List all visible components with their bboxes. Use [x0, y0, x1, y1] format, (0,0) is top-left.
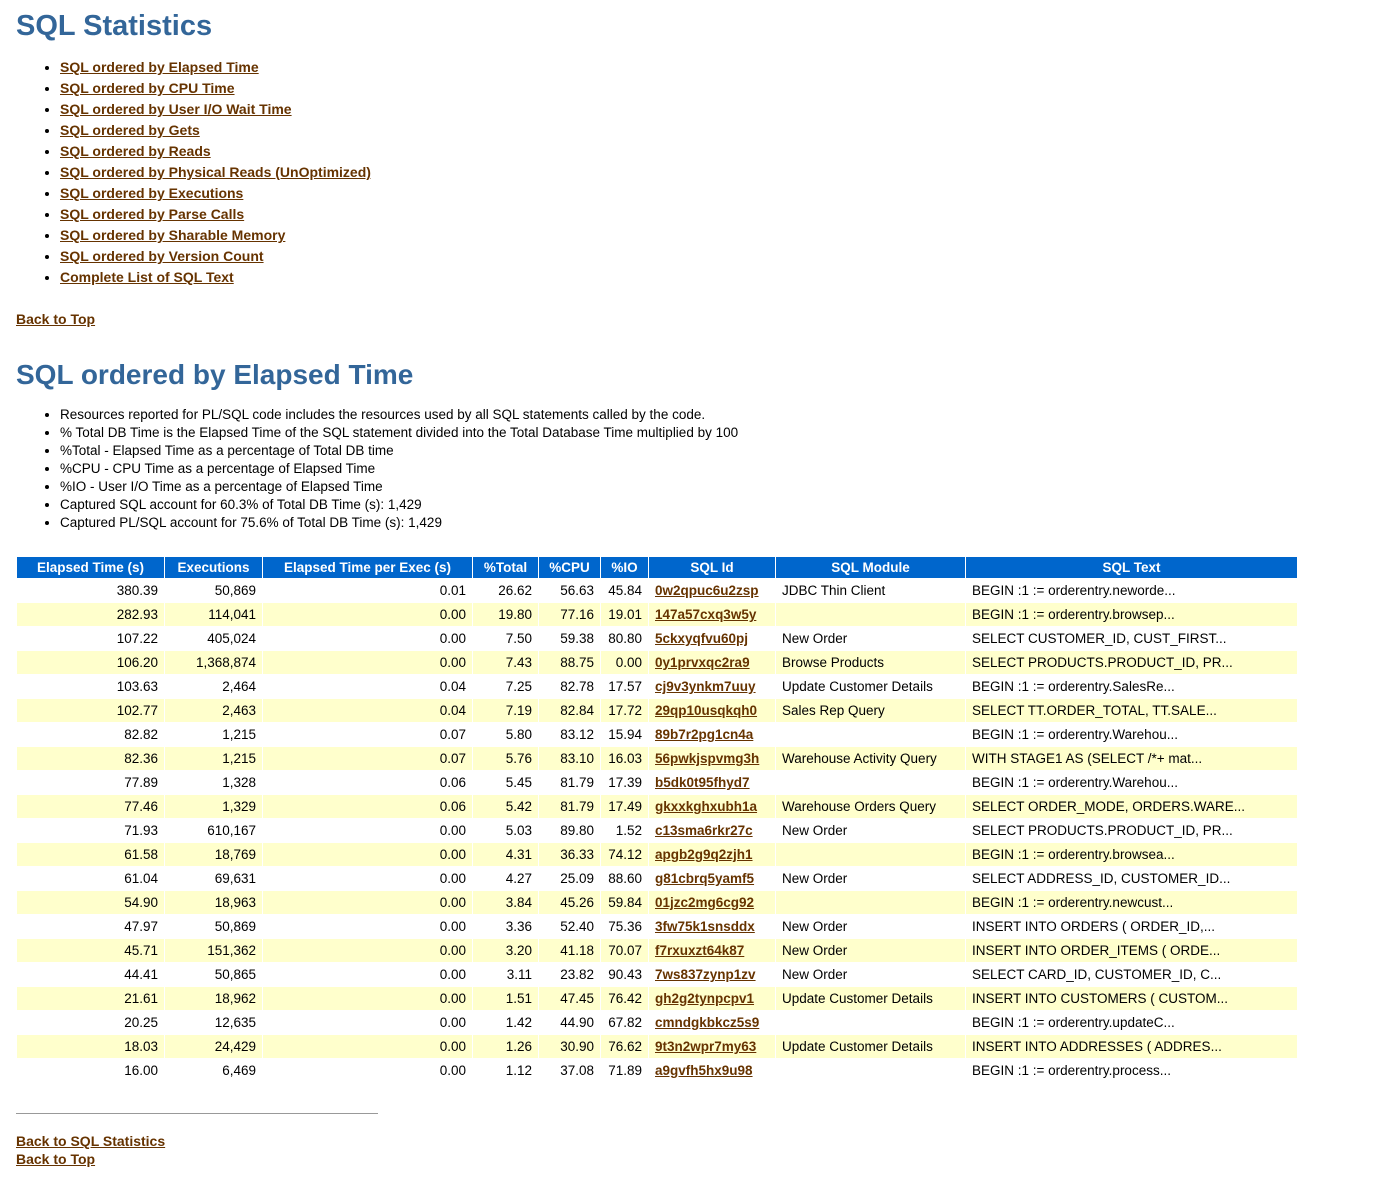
- elapsed-per-exec-cell: 0.07: [263, 747, 473, 771]
- pct-io-cell: 90.43: [601, 963, 649, 987]
- executions-cell: 2,463: [165, 699, 263, 723]
- column-header: SQL Id: [649, 557, 776, 579]
- table-row: [17, 795, 1298, 819]
- elapsed-per-exec-cell: 0.00: [263, 867, 473, 891]
- table-row: [17, 819, 1298, 843]
- pct-total-cell: 4.31: [473, 843, 539, 867]
- table-row: [17, 963, 1298, 987]
- sql-id-cell: [649, 627, 776, 651]
- sql-module-cell: [776, 723, 966, 747]
- elapsed-per-exec-cell: 0.00: [263, 1035, 473, 1059]
- sql-id-cell: [649, 1011, 776, 1035]
- pct-io-cell: 15.94: [601, 723, 649, 747]
- toc-link[interactable]: SQL ordered by Gets: [60, 122, 200, 138]
- sql-id-cell: [649, 819, 776, 843]
- elapsed-per-exec-cell: 0.00: [263, 1059, 473, 1083]
- pct-cpu-cell: 45.26: [539, 891, 601, 915]
- pct-cpu-cell: 81.79: [539, 771, 601, 795]
- executions-cell: 50,865: [165, 963, 263, 987]
- pct-total-cell: 3.84: [473, 891, 539, 915]
- toc-item: [60, 248, 1363, 266]
- toc-item: [60, 101, 1363, 119]
- sql-module-cell: Update Customer Details: [776, 1035, 966, 1059]
- executions-cell: 50,869: [165, 915, 263, 939]
- pct-cpu-cell: 37.08: [539, 1059, 601, 1083]
- pct-io-cell: 17.72: [601, 699, 649, 723]
- pct-cpu-cell: 83.10: [539, 747, 601, 771]
- pct-total-cell: 3.11: [473, 963, 539, 987]
- pct-io-cell: 75.36: [601, 915, 649, 939]
- toc-link[interactable]: SQL ordered by Physical Reads (UnOptimized): [60, 164, 371, 180]
- elapsed-time-cell: 282.93: [17, 603, 165, 627]
- toc-item: [60, 80, 1363, 98]
- elapsed-time-cell: 82.82: [17, 723, 165, 747]
- pct-cpu-cell: 25.09: [539, 867, 601, 891]
- elapsed-per-exec-cell: 0.00: [263, 603, 473, 627]
- sql-id-cell: [649, 747, 776, 771]
- table-row: [17, 771, 1298, 795]
- toc-item: [60, 143, 1363, 161]
- bottom-links: [16, 1132, 1363, 1168]
- sql-module-cell: Warehouse Activity Query: [776, 747, 966, 771]
- pct-total-cell: 7.25: [473, 675, 539, 699]
- sql-id-link[interactable]: 0w2qpuc6u2zsp: [655, 583, 759, 598]
- pct-total-cell: 5.03: [473, 819, 539, 843]
- sql-text-cell: BEGIN :1 := orderentry.process...: [966, 1059, 1298, 1083]
- pct-cpu-cell: 56.63: [539, 579, 601, 603]
- pct-io-cell: 17.39: [601, 771, 649, 795]
- sql-id-cell: [649, 1059, 776, 1083]
- elapsed-per-exec-cell: 0.00: [263, 651, 473, 675]
- pct-io-cell: 17.49: [601, 795, 649, 819]
- elapsed-time-cell: 380.39: [17, 579, 165, 603]
- table-row: [17, 627, 1298, 651]
- pct-total-cell: 7.19: [473, 699, 539, 723]
- section-divider: [16, 1113, 378, 1114]
- sql-module-cell: [776, 1011, 966, 1035]
- sql-text-cell: BEGIN :1 := orderentry.updateC...: [966, 1011, 1298, 1035]
- sql-id-link[interactable]: 7ws837zynp1zv: [655, 967, 756, 982]
- sql-id-cell: [649, 915, 776, 939]
- sql-id-cell: [649, 795, 776, 819]
- table-row: [17, 939, 1298, 963]
- elapsed-time-cell: 21.61: [17, 987, 165, 1011]
- pct-total-cell: 4.27: [473, 867, 539, 891]
- sql-id-cell: [649, 699, 776, 723]
- pct-total-cell: 26.62: [473, 579, 539, 603]
- sql-module-cell: New Order: [776, 627, 966, 651]
- sql-module-cell: Browse Products: [776, 651, 966, 675]
- table-row: [17, 699, 1298, 723]
- elapsed-per-exec-cell: 0.06: [263, 771, 473, 795]
- note-item: • Resources reported for PL/SQL code includes the resources used by all SQL statements called by the code.: [60, 407, 1363, 422]
- executions-cell: 151,362: [165, 939, 263, 963]
- sql-id-link[interactable]: gkxxkghxubh1a: [655, 799, 758, 814]
- back-to-top-bottom-link[interactable]: Back to Top: [16, 1151, 96, 1167]
- elapsed-time-cell: 61.58: [17, 843, 165, 867]
- page-title: SQL Statistics: [16, 10, 213, 42]
- pct-total-cell: 1.12: [473, 1059, 539, 1083]
- table-row: [17, 915, 1298, 939]
- section-notes: [60, 407, 1363, 530]
- sql-id-link[interactable]: 56pwkjspvmg3h: [655, 751, 760, 766]
- elapsed-per-exec-cell: 0.07: [263, 723, 473, 747]
- note-item: • Captured SQL account for 60.3% of Total DB Time (s): 1,429: [60, 497, 1363, 512]
- sql-text-cell: SELECT PRODUCTS.PRODUCT_ID, PR...: [966, 819, 1298, 843]
- pct-io-cell: 76.42: [601, 987, 649, 1011]
- executions-cell: 405,024: [165, 627, 263, 651]
- executions-cell: 1,328: [165, 771, 263, 795]
- elapsed-per-exec-cell: 0.06: [263, 795, 473, 819]
- sql-module-cell: [776, 843, 966, 867]
- executions-cell: 24,429: [165, 1035, 263, 1059]
- sql-id-link[interactable]: 0y1prvxqc2ra9: [655, 655, 750, 670]
- sql-module-cell: New Order: [776, 819, 966, 843]
- elapsed-time-cell: 77.46: [17, 795, 165, 819]
- executions-cell: 114,041: [165, 603, 263, 627]
- sql-id-cell: [649, 867, 776, 891]
- sql-id-link[interactable]: 147a57cxq3w5y: [655, 607, 757, 622]
- sql-module-cell: New Order: [776, 963, 966, 987]
- sql-text-cell: INSERT INTO CUSTOMERS ( CUSTOM...: [966, 987, 1298, 1011]
- table-row: [17, 843, 1298, 867]
- pct-cpu-cell: 81.79: [539, 795, 601, 819]
- sql-id-link[interactable]: b5dk0t95fhyd7: [655, 775, 750, 790]
- sql-text-cell: BEGIN :1 := orderentry.SalesRe...: [966, 675, 1298, 699]
- elapsed-per-exec-cell: 0.00: [263, 987, 473, 1011]
- executions-cell: 12,635: [165, 1011, 263, 1035]
- pct-io-cell: 1.52: [601, 819, 649, 843]
- sql-id-link[interactable]: g81cbrq5yamf5: [655, 871, 755, 886]
- sql-text-cell: BEGIN :1 := orderentry.Warehou...: [966, 723, 1298, 747]
- back-to-top-link[interactable]: Back to Top: [16, 311, 96, 327]
- table-row: [17, 603, 1298, 627]
- sql-id-cell: [649, 675, 776, 699]
- column-header: SQL Module: [776, 557, 966, 579]
- pct-cpu-cell: 41.18: [539, 939, 601, 963]
- executions-cell: 6,469: [165, 1059, 263, 1083]
- sql-statistics-toc: [60, 59, 1363, 287]
- sql-id-cell: [649, 723, 776, 747]
- pct-cpu-cell: 30.90: [539, 1035, 601, 1059]
- elapsed-time-cell: 61.04: [17, 867, 165, 891]
- toc-link[interactable]: SQL ordered by Elapsed Time: [60, 59, 259, 75]
- sql-module-cell: New Order: [776, 867, 966, 891]
- pct-total-cell: 7.50: [473, 627, 539, 651]
- sql-id-link[interactable]: f7rxuxzt64k87: [655, 943, 745, 958]
- pct-cpu-cell: 88.75: [539, 651, 601, 675]
- pct-cpu-cell: 59.38: [539, 627, 601, 651]
- pct-io-cell: 74.12: [601, 843, 649, 867]
- toc-item: [60, 59, 1363, 77]
- sql-id-cell: [649, 843, 776, 867]
- pct-io-cell: 80.80: [601, 627, 649, 651]
- table-header: [17, 557, 1298, 579]
- sql-id-cell: [649, 963, 776, 987]
- executions-cell: 18,963: [165, 891, 263, 915]
- sql-text-cell: INSERT INTO ORDER_ITEMS ( ORDE...: [966, 939, 1298, 963]
- table-row: [17, 867, 1298, 891]
- pct-cpu-cell: 77.16: [539, 603, 601, 627]
- sql-module-cell: Sales Rep Query: [776, 699, 966, 723]
- toc-item: [60, 206, 1363, 224]
- sql-text-cell: SELECT CUSTOMER_ID, CUST_FIRST...: [966, 627, 1298, 651]
- sql-id-link[interactable]: cmndgkbkcz5s9: [655, 1015, 760, 1030]
- pct-io-cell: 19.01: [601, 603, 649, 627]
- elapsed-time-cell: 16.00: [17, 1059, 165, 1083]
- sql-text-cell: INSERT INTO ORDERS ( ORDER_ID,...: [966, 915, 1298, 939]
- toc-item: [60, 185, 1363, 203]
- elapsed-per-exec-cell: 0.00: [263, 939, 473, 963]
- sql-module-cell: [776, 1059, 966, 1083]
- pct-io-cell: 17.57: [601, 675, 649, 699]
- table-row: [17, 987, 1298, 1011]
- toc-link[interactable]: SQL ordered by Executions: [60, 185, 244, 201]
- column-header: Executions: [165, 557, 263, 579]
- elapsed-time-cell: 106.20: [17, 651, 165, 675]
- elapsed-time-cell: 77.89: [17, 771, 165, 795]
- sql-text-cell: BEGIN :1 := orderentry.neworde...: [966, 579, 1298, 603]
- executions-cell: 1,329: [165, 795, 263, 819]
- column-header: Elapsed Time (s): [17, 557, 165, 579]
- elapsed-per-exec-cell: 0.00: [263, 891, 473, 915]
- sql-module-cell: [776, 891, 966, 915]
- sql-text-cell: SELECT ADDRESS_ID, CUSTOMER_ID...: [966, 867, 1298, 891]
- pct-io-cell: 0.00: [601, 651, 649, 675]
- executions-cell: 1,215: [165, 723, 263, 747]
- executions-cell: 50,869: [165, 579, 263, 603]
- pct-total-cell: 5.76: [473, 747, 539, 771]
- sql-id-link[interactable]: a9gvfh5hx9u98: [655, 1063, 753, 1078]
- elapsed-time-cell: 44.41: [17, 963, 165, 987]
- executions-cell: 18,962: [165, 987, 263, 1011]
- sql-id-link[interactable]: 9t3n2wpr7my63: [655, 1039, 757, 1054]
- column-header: %CPU: [539, 557, 601, 579]
- elapsed-time-cell: 54.90: [17, 891, 165, 915]
- pct-cpu-cell: 44.90: [539, 1011, 601, 1035]
- elapsed-time-cell: 47.97: [17, 915, 165, 939]
- toc-link[interactable]: Complete List of SQL Text: [60, 269, 234, 285]
- pct-io-cell: 71.89: [601, 1059, 649, 1083]
- sql-text-cell: BEGIN :1 := orderentry.browsep...: [966, 603, 1298, 627]
- sql-text-cell: WITH STAGE1 AS (SELECT /*+ mat...: [966, 747, 1298, 771]
- sql-id-link[interactable]: 5ckxyqfvu60pj: [655, 631, 749, 646]
- sql-id-cell: [649, 1035, 776, 1059]
- elapsed-per-exec-cell: 0.00: [263, 627, 473, 651]
- table-row: [17, 747, 1298, 771]
- toc-link[interactable]: SQL ordered by Version Count: [60, 248, 264, 264]
- sql-id-link[interactable]: 29qp10usqkqh0: [655, 703, 758, 718]
- sql-id-cell: [649, 771, 776, 795]
- pct-total-cell: 3.20: [473, 939, 539, 963]
- sql-id-cell: [649, 891, 776, 915]
- table-row: [17, 723, 1298, 747]
- sql-id-link[interactable]: 01jzc2mg6cg92: [655, 895, 755, 910]
- sql-id-cell: [649, 987, 776, 1011]
- executions-cell: 610,167: [165, 819, 263, 843]
- note-item: • %CPU - CPU Time as a percentage of Elapsed Time: [60, 461, 1363, 476]
- executions-cell: 1,368,874: [165, 651, 263, 675]
- pct-cpu-cell: 47.45: [539, 987, 601, 1011]
- sql-id-link[interactable]: 3fw75k1snsddx: [655, 919, 755, 934]
- toc-link[interactable]: SQL ordered by User I/O Wait Time: [60, 101, 292, 117]
- sql-text-cell: SELECT CARD_ID, CUSTOMER_ID, C...: [966, 963, 1298, 987]
- pct-io-cell: 45.84: [601, 579, 649, 603]
- pct-cpu-cell: 52.40: [539, 915, 601, 939]
- sql-module-cell: [776, 603, 966, 627]
- sql-id-cell: [649, 579, 776, 603]
- pct-total-cell: 3.36: [473, 915, 539, 939]
- sql-text-cell: SELECT PRODUCTS.PRODUCT_ID, PR...: [966, 651, 1298, 675]
- section-title: SQL ordered by Elapsed Time: [16, 359, 414, 390]
- toc-link[interactable]: SQL ordered by CPU Time: [60, 80, 235, 96]
- pct-total-cell: 5.45: [473, 771, 539, 795]
- executions-cell: 69,631: [165, 867, 263, 891]
- table-row: [17, 1035, 1298, 1059]
- sql-id-link[interactable]: gh2g2tynpcpv1: [655, 991, 755, 1006]
- sql-id-link[interactable]: c13sma6rkr27c: [655, 823, 753, 838]
- pct-io-cell: 59.84: [601, 891, 649, 915]
- sql-module-cell: Update Customer Details: [776, 987, 966, 1011]
- sql-text-cell: BEGIN :1 := orderentry.newcust...: [966, 891, 1298, 915]
- note-item: • %Total - Elapsed Time as a percentage of Total DB time: [60, 443, 1363, 458]
- elapsed-per-exec-cell: 0.00: [263, 843, 473, 867]
- elapsed-per-exec-cell: 0.00: [263, 819, 473, 843]
- note-item: • % Total DB Time is the Elapsed Time of the SQL statement divided into the Total Database Time multiplied by 100: [60, 425, 1363, 440]
- pct-io-cell: 16.03: [601, 747, 649, 771]
- toc-link[interactable]: SQL ordered by Reads: [60, 143, 211, 159]
- column-header: %Total: [473, 557, 539, 579]
- elapsed-time-cell: 103.63: [17, 675, 165, 699]
- elapsed-per-exec-cell: 0.01: [263, 579, 473, 603]
- executions-cell: 18,769: [165, 843, 263, 867]
- pct-cpu-cell: 82.78: [539, 675, 601, 699]
- toc-link[interactable]: SQL ordered by Parse Calls: [60, 206, 245, 222]
- table-body: [17, 579, 1298, 1083]
- toc-item: [60, 122, 1363, 140]
- toc-item: [60, 227, 1363, 245]
- elapsed-time-cell: 107.22: [17, 627, 165, 651]
- toc-link[interactable]: SQL ordered by Sharable Memory: [60, 227, 286, 243]
- pct-cpu-cell: 83.12: [539, 723, 601, 747]
- executions-cell: 1,215: [165, 747, 263, 771]
- executions-cell: 2,464: [165, 675, 263, 699]
- sql-text-cell: INSERT INTO ADDRESSES ( ADDRES...: [966, 1035, 1298, 1059]
- pct-io-cell: 76.62: [601, 1035, 649, 1059]
- pct-cpu-cell: 89.80: [539, 819, 601, 843]
- sql-module-cell: Warehouse Orders Query: [776, 795, 966, 819]
- sql-module-cell: JDBC Thin Client: [776, 579, 966, 603]
- sql-module-cell: Update Customer Details: [776, 675, 966, 699]
- sql-id-link[interactable]: 89b7r2pg1cn4a: [655, 727, 754, 742]
- elapsed-per-exec-cell: 0.00: [263, 1011, 473, 1035]
- column-header: SQL Text: [966, 557, 1298, 579]
- table-row: [17, 579, 1298, 603]
- sql-text-cell: BEGIN :1 := orderentry.browsea...: [966, 843, 1298, 867]
- elapsed-per-exec-cell: 0.04: [263, 699, 473, 723]
- sql-text-cell: SELECT ORDER_MODE, ORDERS.WARE...: [966, 795, 1298, 819]
- elapsed-time-cell: 71.93: [17, 819, 165, 843]
- pct-total-cell: 19.80: [473, 603, 539, 627]
- table-row: [17, 891, 1298, 915]
- pct-total-cell: 5.80: [473, 723, 539, 747]
- pct-cpu-cell: 82.84: [539, 699, 601, 723]
- toc-item: [60, 269, 1363, 287]
- sql-id-cell: [649, 651, 776, 675]
- sql-id-cell: [649, 603, 776, 627]
- elapsed-time-cell: 20.25: [17, 1011, 165, 1035]
- toc-item: [60, 164, 1363, 182]
- sql-module-cell: New Order: [776, 915, 966, 939]
- elapsed-per-exec-cell: 0.00: [263, 963, 473, 987]
- sql-text-cell: BEGIN :1 := orderentry.Warehou...: [966, 771, 1298, 795]
- pct-cpu-cell: 36.33: [539, 843, 601, 867]
- pct-total-cell: 5.42: [473, 795, 539, 819]
- sql-module-cell: New Order: [776, 939, 966, 963]
- column-header: Elapsed Time per Exec (s): [263, 557, 473, 579]
- table-row: [17, 1011, 1298, 1035]
- elapsed-time-cell: 82.36: [17, 747, 165, 771]
- sql-text-cell: SELECT TT.ORDER_TOTAL, TT.SALE...: [966, 699, 1298, 723]
- elapsed-per-exec-cell: 0.04: [263, 675, 473, 699]
- sql-module-cell: [776, 771, 966, 795]
- elapsed-time-cell: 45.71: [17, 939, 165, 963]
- elapsed-time-cell: 102.77: [17, 699, 165, 723]
- elapsed-time-cell: 18.03: [17, 1035, 165, 1059]
- pct-io-cell: 88.60: [601, 867, 649, 891]
- sql-elapsed-time-table: [16, 556, 1298, 1083]
- sql-id-cell: [649, 939, 776, 963]
- pct-total-cell: 1.51: [473, 987, 539, 1011]
- note-item: • Captured PL/SQL account for 75.6% of Total DB Time (s): 1,429: [60, 515, 1363, 530]
- column-header: %IO: [601, 557, 649, 579]
- elapsed-per-exec-cell: 0.00: [263, 915, 473, 939]
- table-row: [17, 675, 1298, 699]
- pct-io-cell: 70.07: [601, 939, 649, 963]
- pct-total-cell: 1.42: [473, 1011, 539, 1035]
- table-row: [17, 651, 1298, 675]
- pct-io-cell: 67.82: [601, 1011, 649, 1035]
- pct-cpu-cell: 23.82: [539, 963, 601, 987]
- note-item: • %IO - User I/O Time as a percentage of Elapsed Time: [60, 479, 1363, 494]
- pct-total-cell: 7.43: [473, 651, 539, 675]
- back-to-sql-statistics-link[interactable]: Back to SQL Statistics: [16, 1133, 166, 1149]
- sql-id-link[interactable]: cj9v3ynkm7uuy: [655, 679, 756, 694]
- table-row: [17, 1059, 1298, 1083]
- sql-id-link[interactable]: apgb2g9q2zjh1: [655, 847, 753, 862]
- pct-total-cell: 1.26: [473, 1035, 539, 1059]
